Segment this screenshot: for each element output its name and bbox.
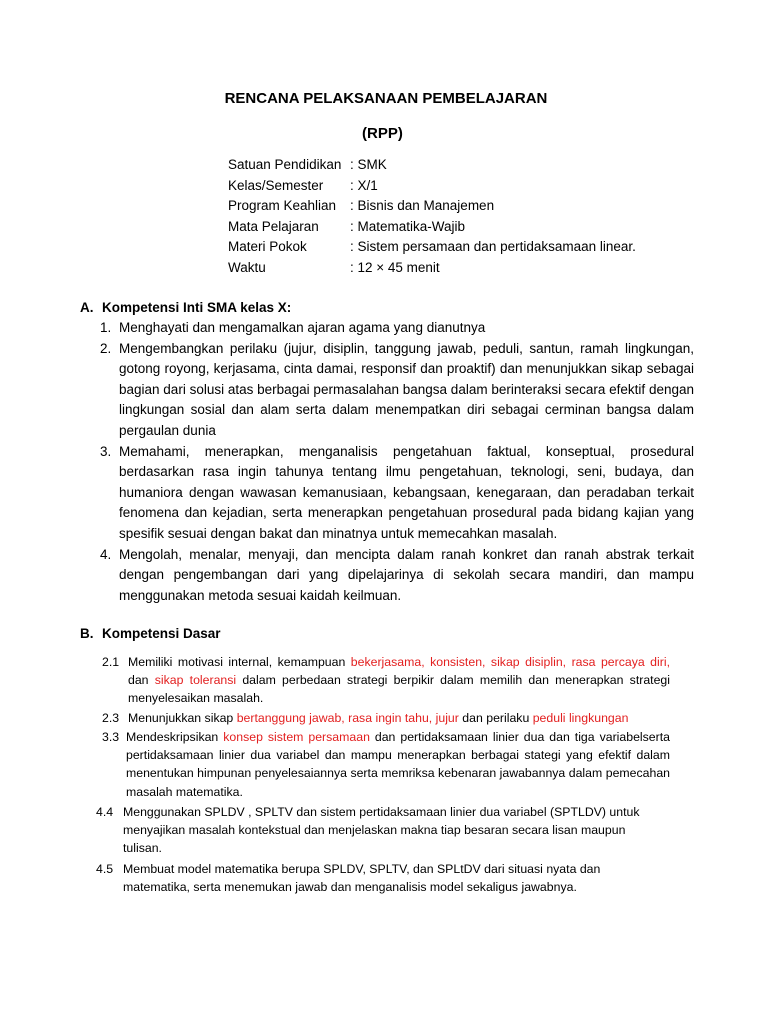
identity-value: : Sistem persamaan dan pertidaksamaan linear. xyxy=(350,239,636,255)
identity-key: Mata Pelajaran xyxy=(228,218,319,234)
kd-text-part: dalam perbedaan strategi berpikir dalam memilih dan menerapkan strategi menyelesaikan masalah. xyxy=(128,673,671,706)
kd-text xyxy=(123,860,656,896)
kd-item xyxy=(102,653,670,708)
section-a-heading xyxy=(80,300,291,315)
identity-row xyxy=(228,217,636,238)
kd-number: 4.4 xyxy=(96,805,114,819)
list-item xyxy=(100,545,694,607)
item-number: 3. xyxy=(100,443,112,459)
kd-text-part: Membuat model matematika berupa SPLDV, SPLTV, dan SPLtDV dari situasi nyata dan matematika, serta menemukan jawab dan menganalisis model sekaligus jawabnya. xyxy=(123,862,601,895)
kd-number: 2.3 xyxy=(102,711,120,725)
kd-text-part: Menggunakan SPLDV , SPLTV dan sistem pertidaksamaan linier dua variabel (SPTLDV) untuk menyajikan masalah kontekstual dan menjelaskan makna tiap besaran secara lisan maupun tulisan. xyxy=(123,805,640,856)
identity-value: : X/1 xyxy=(350,177,378,193)
kd-highlight: konsep sistem persamaan xyxy=(223,730,370,744)
section-letter: B. xyxy=(80,626,94,641)
document-title: RENCANA PELAKSANAAN PEMBELAJARAN xyxy=(224,90,548,107)
item-text: Mengembangkan perilaku (jujur, disiplin, tanggung jawab, peduli, santun, ramah lingkungan, gotong royong, kerjasama, cinta damai, responsif dan proaktif) dan menunjukkan sikap sebagai bagian dari solusi atas berbagai permasalahan bangsa dalam berinteraksi secara efektif dengan lingkungan sosial dan alam serta dalam menempatkan diri sebagai cerminan bangsa dalam pergaulan dunia xyxy=(119,340,694,438)
identity-key: Satuan Pendidikan xyxy=(228,157,342,172)
identity-key: Waktu xyxy=(228,259,266,275)
identity-row xyxy=(228,155,636,176)
kd-text xyxy=(128,653,670,708)
kd-highlight: peduli lingkungan xyxy=(532,711,629,725)
item-number: 2. xyxy=(100,340,112,356)
identity-row xyxy=(228,196,636,217)
identity-row xyxy=(228,258,636,279)
kd-number: 2.1 xyxy=(102,655,120,669)
kd-text-part: Mendeskripsikan xyxy=(126,730,224,744)
section-b-heading xyxy=(80,626,221,641)
section-title: Kompetensi Dasar xyxy=(102,626,221,641)
list-item xyxy=(100,339,694,442)
item-text: Mengolah, menalar, menyaji, dan mencipta dalam ranah konkret dan ranah abstrak terkait dengan pengembangan dari yang dipelajarinya di sekolah secara mandiri, dan mampu menggunakan metoda sesuai kaidah keilmuan. xyxy=(119,546,694,603)
kd-highlight: sikap toleransi xyxy=(154,673,237,688)
kd-item xyxy=(102,728,670,801)
list-item xyxy=(100,442,694,545)
kompetensi-inti-list xyxy=(100,318,694,606)
kd-item xyxy=(96,803,656,858)
kd-item xyxy=(102,709,670,727)
item-text: Menghayati dan mengamalkan ajaran agama yang dianutnya xyxy=(119,320,486,335)
kd-text-part: Memiliki motivasi internal, kemampuan xyxy=(128,655,351,669)
kd-text xyxy=(123,803,656,858)
section-letter: A. xyxy=(80,300,94,315)
item-number: 4. xyxy=(100,546,112,562)
identity-value: : Bisnis dan Manajemen xyxy=(350,198,495,214)
list-item xyxy=(100,318,694,339)
identity-row xyxy=(228,176,636,197)
kd-text-part: dan xyxy=(128,673,155,688)
kd-highlight: bertanggung jawab, rasa ingin tahu, jujur xyxy=(236,711,459,725)
kd-text xyxy=(126,728,670,801)
identity-value: : SMK xyxy=(350,157,387,172)
identity-key: Materi Pokok xyxy=(228,239,307,255)
item-text: Memahami, menerapkan, menganalisis pengetahuan faktual, konseptual, prosedural berdasarkan rasa ingin tahunya tentang ilmu pengetahuan, teknologi, seni, budaya, dan humaniora dengan wawasan kemanusiaan, kebangsaan, kenegaraan, dan peradaban terkait fenomena dan kejadian, serta menerapkan pengetahuan prosedural pada bidang kajian yang spesifik sesuai dengan bakat dan minatnya untuk memecahkan masalah. xyxy=(119,443,694,541)
kd-text-part: dan pertidaksamaan linier dua dan tiga variabelserta pertidaksamaan linier dua variabel dan mampu menerapkan berbagai stategi yang efektif dalam menentukan himpunan penyelesaiannya serta memriksa kebenaran jawabannya dalam pemecahan masalah matematika. xyxy=(126,730,670,799)
kd-number: 3.3 xyxy=(102,730,120,744)
identity-value: : 12 × 45 menit xyxy=(350,259,440,275)
identity-row xyxy=(228,237,636,258)
kd-number: 4.5 xyxy=(96,862,114,876)
identity-value: : Matematika-Wajib xyxy=(350,218,466,234)
kd-text-part: Menunjukkan sikap xyxy=(128,711,237,725)
identity-key: Kelas/Semester xyxy=(228,177,324,193)
section-title: Kompetensi Inti SMA kelas X: xyxy=(102,300,292,315)
identity-key: Program Keahlian xyxy=(228,198,337,214)
item-number: 1. xyxy=(100,320,112,335)
kd-text-part: dan perilaku xyxy=(458,711,533,725)
kd-text xyxy=(128,709,670,727)
document-subtitle-text: (RPP) xyxy=(362,125,403,142)
kd-item xyxy=(96,860,656,896)
kd-highlight: bekerjasama, konsisten, sikap disiplin, rasa percaya diri, xyxy=(350,655,670,669)
identity-table xyxy=(228,155,636,279)
